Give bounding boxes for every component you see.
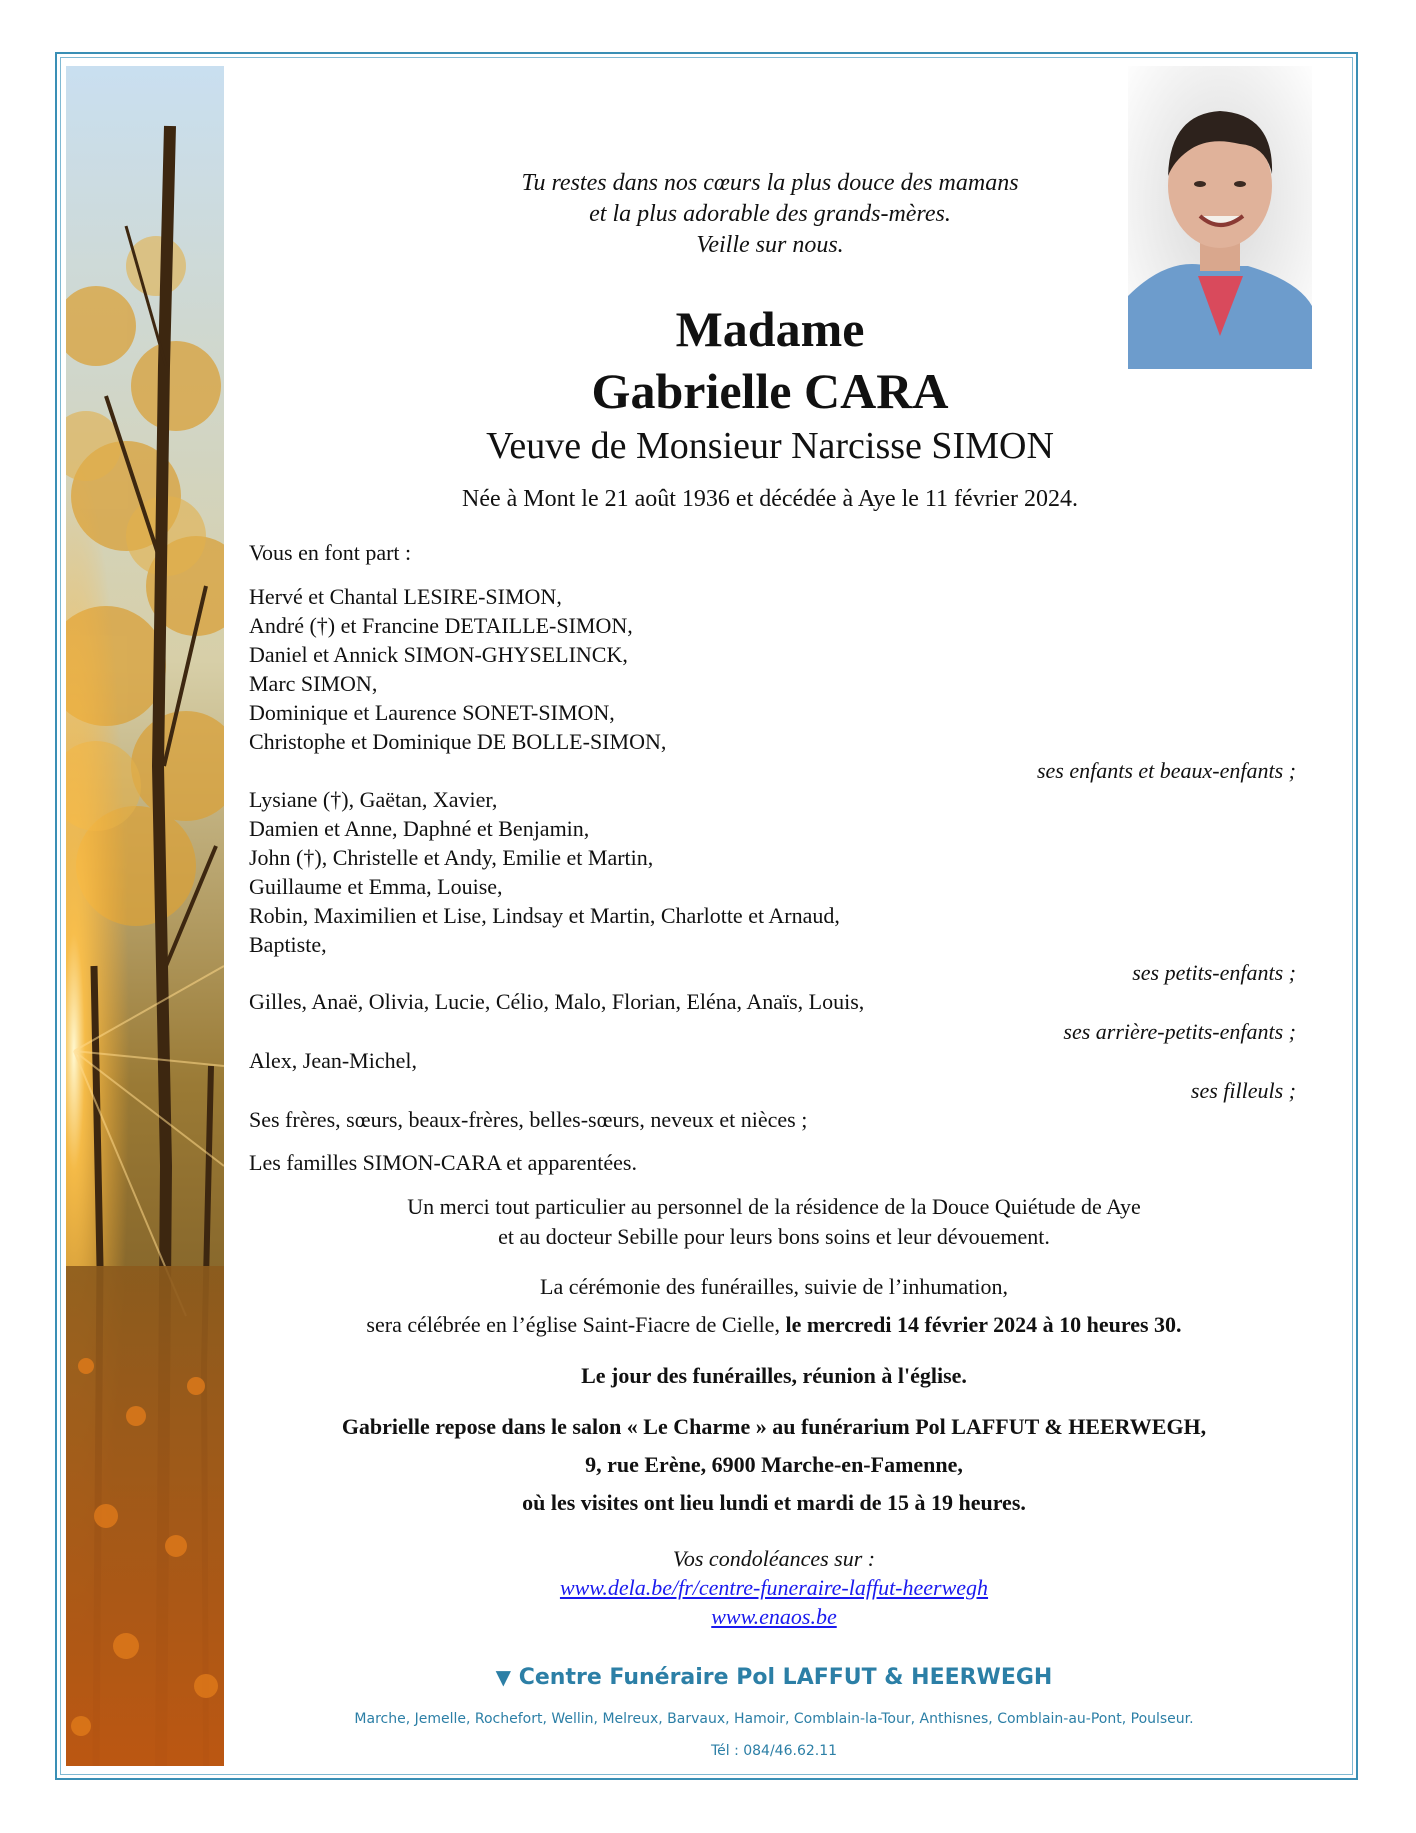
triangle-down-icon: ▼: [495, 1665, 512, 1689]
visitation-line: Gabrielle repose dans le salon « Le Charme » au funérarium Pol LAFFUT & HEERWEGH,: [341, 1414, 1207, 1439]
ceremony-date: le mercredi 14 février 2024 à 10 heures 30.: [785, 1312, 1182, 1337]
announcement-intro: Vous en font part :: [249, 540, 412, 565]
condolences-link-dela[interactable]: www.dela.be/fr/centre-funeraire-laffut-heerwegh: [559, 1575, 989, 1600]
poem-line: et la plus adorable des grands-mères.: [589, 201, 951, 227]
list-item: Robin, Maximilien et Lise, Lindsay et Martin, Charlotte et Arnaud,: [249, 903, 840, 928]
list-item: Lysiane (†), Gaëtan, Xavier,: [249, 787, 498, 812]
thanks-line: Un merci tout particulier au personnel de la résidence de la Douce Quiétude de Aye: [407, 1194, 1141, 1219]
funeral-center-phone: Tél : 084/46.62.11: [710, 1743, 838, 1759]
honorific: Madame: [675, 301, 865, 357]
deceased-name: Gabrielle CARA: [591, 363, 949, 419]
list-item: John (†), Christelle et Andy, Emilie et Martin,: [249, 845, 654, 870]
ceremony-line: [249, 1310, 1299, 1340]
poem-line: Veille sur nous.: [696, 232, 844, 258]
ceremony-line: La cérémonie des funérailles, suivie de l’inhumation,: [540, 1274, 1008, 1299]
list-item: Baptiste,: [249, 932, 327, 957]
condolences-link-enaos[interactable]: www.enaos.be: [711, 1604, 837, 1629]
great-grandchildren-list: Gilles, Anaë, Olivia, Lucie, Célio, Malo, Florian, Eléna, Anaïs, Louis,: [249, 989, 865, 1014]
poem: [350, 168, 1190, 261]
list-item: Guillaume et Emma, Louise,: [249, 874, 503, 899]
list-item: Damien et Anne, Daphné et Benjamin,: [249, 816, 590, 841]
ceremony-info: [249, 1272, 1299, 1340]
visitation-info: [249, 1408, 1299, 1522]
birth-death-dates: Née à Mont le 21 août 1936 et décédée à Aye le 11 février 2024.: [461, 486, 1078, 512]
meeting-info: Le jour des funérailles, réunion à l'église.: [581, 1363, 967, 1388]
thanks-message: [249, 1192, 1299, 1252]
list-item: Daniel et Annick SIMON-GHYSELINCK,: [249, 642, 628, 667]
godchildren-list: Alex, Jean-Michel,: [249, 1048, 417, 1073]
list-item: André (†) et Francine DETAILLE-SIMON,: [249, 613, 633, 638]
list-item: Dominique et Laurence SONET-SIMON,: [249, 700, 615, 725]
autumn-forest-image: [66, 66, 224, 1766]
ceremony-place: sera célébrée en l’église Saint-Fiacre de Cielle,: [366, 1312, 780, 1337]
visitation-line: 9, rue Erène, 6900 Marche-en-Famenne,: [585, 1452, 963, 1477]
visitation-line: où les visites ont lieu lundi et mardi de 15 à 19 heures.: [522, 1490, 1026, 1515]
great-grandchildren-role: ses arrière-petits-enfants ;: [1063, 1019, 1296, 1044]
grandchildren-role: ses petits-enfants ;: [1132, 960, 1296, 985]
funeral-center-logo: [249, 1662, 1299, 1693]
funeral-center-locations: Marche, Jemelle, Rochefort, Wellin, Melreux, Barvaux, Hamoir, Comblain-la-Tour, Anthisnes, Comblain-au-Pont, Poulseur.: [354, 1711, 1194, 1727]
children-list: [249, 582, 666, 756]
widow-of: Veuve de Monsieur Narcisse SIMON: [486, 425, 1054, 467]
godchildren-role: ses filleuls ;: [1190, 1078, 1296, 1103]
condolences-label: Vos condoléances sur :: [672, 1546, 876, 1571]
poem-line: Tu restes dans nos cœurs la plus douce des mamans: [521, 170, 1019, 196]
list-item: Christophe et Dominique DE BOLLE-SIMON,: [249, 729, 667, 754]
siblings-line: Ses frères, sœurs, beaux-frères, belles-sœurs, neveux et nièces ;: [249, 1107, 808, 1132]
list-item: Hervé et Chantal LESIRE-SIMON,: [249, 584, 562, 609]
funeral-center-name: Centre Funéraire Pol LAFFUT & HEERWEGH: [518, 1665, 1053, 1690]
grandchildren-list: [249, 785, 840, 959]
thanks-line: et au docteur Sebille pour leurs bons soins et leur dévouement.: [498, 1224, 1050, 1249]
families-line: Les familles SIMON-CARA et apparentées.: [249, 1150, 637, 1175]
children-role: ses enfants et beaux-enfants ;: [1036, 758, 1296, 783]
condolences: [249, 1544, 1299, 1631]
list-item: Marc SIMON,: [249, 671, 378, 696]
